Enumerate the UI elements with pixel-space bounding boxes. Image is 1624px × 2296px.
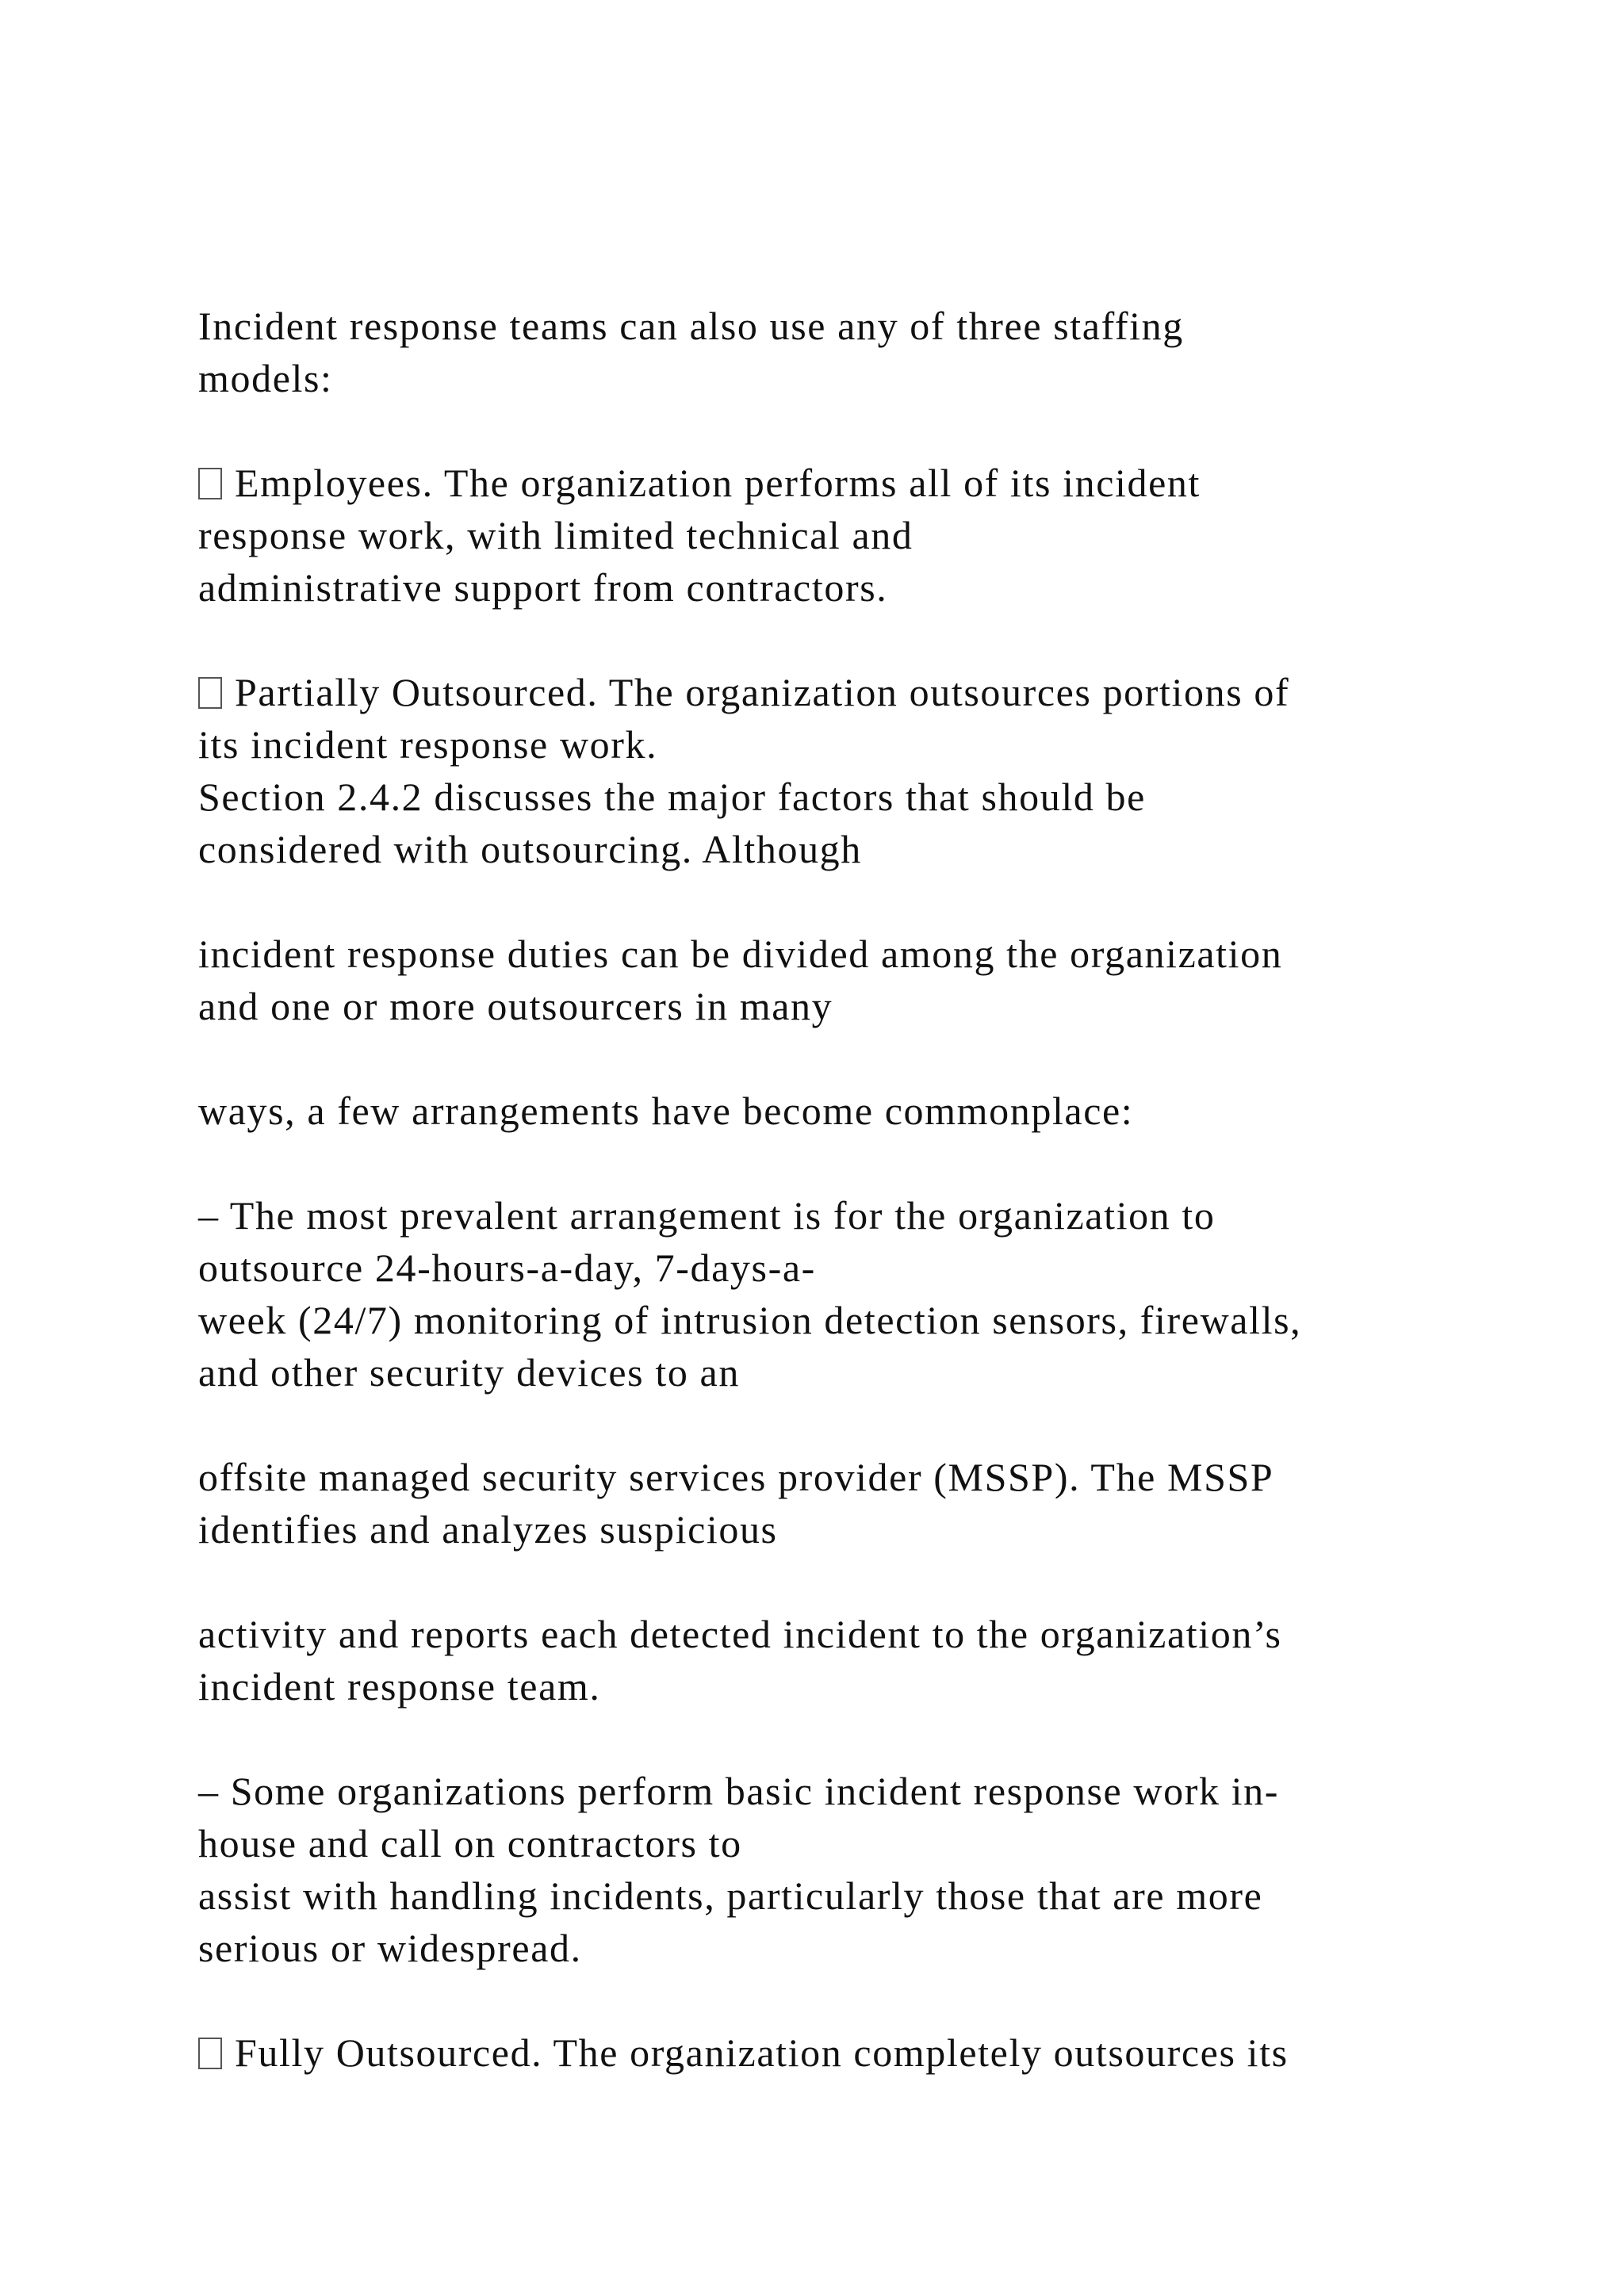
paragraph-gap xyxy=(198,1712,1546,1765)
text-line: – The most prevalent arrangement is for the organization to xyxy=(198,1193,1216,1238)
text-line: Section 2.4.2 discusses the major factors that should be xyxy=(198,775,1146,819)
paragraph-gap xyxy=(198,1032,1546,1085)
text-line: Employees. The organization performs all of its incident xyxy=(235,461,1201,505)
paragraph-gap xyxy=(198,1399,1546,1451)
paragraph-gap xyxy=(198,1137,1546,1189)
text-line: considered with outsourcing. Although xyxy=(198,827,862,871)
text-line: incident response team. xyxy=(198,1664,601,1709)
text-line: outsource 24-hours-a-day, 7-days-a- xyxy=(198,1246,816,1290)
text-line: models: xyxy=(198,356,333,400)
missing-glyph-box-icon xyxy=(198,677,222,709)
bullet-item-fully-outsourced xyxy=(198,2026,1546,2079)
paragraph-gap xyxy=(198,1974,1546,2026)
text-line: assist with handling incidents, particularly those that are more xyxy=(198,1873,1263,1918)
text-line: Partially Outsourced. The organization outsources portions of xyxy=(235,670,1290,714)
bullet-item-employees xyxy=(198,457,1546,509)
bullet-item-partially-outsourced xyxy=(198,666,1546,718)
text-line: house and call on contractors to xyxy=(198,1821,742,1866)
missing-glyph-box-icon xyxy=(198,468,222,499)
paragraph-gap xyxy=(198,614,1546,666)
text-line: ways, a few arrangements have become commonplace: xyxy=(198,1089,1134,1133)
text-line: identifies and analyzes suspicious xyxy=(198,1507,778,1552)
text-line: activity and reports each detected incident to the organization’s xyxy=(198,1612,1282,1656)
paragraph-gap xyxy=(198,404,1546,457)
text-line: and other security devices to an xyxy=(198,1350,740,1395)
text-line: offsite managed security services provider (MSSP). The MSSP xyxy=(198,1455,1274,1499)
text-line: incident response duties can be divided among the organization xyxy=(198,932,1283,976)
paragraph-gap xyxy=(198,875,1546,928)
text-line: week (24/7) monitoring of intrusion detection sensors, firewalls, xyxy=(198,1298,1302,1342)
text-line: administrative support from contractors. xyxy=(198,565,888,610)
text-line: serious or widespread. xyxy=(198,1926,582,1970)
paragraph-gap xyxy=(198,1556,1546,1608)
text-line: and one or more outsourcers in many xyxy=(198,984,833,1028)
text-line: Incident response teams can also use any of three staffing xyxy=(198,304,1184,348)
text-line: response work, with limited technical and xyxy=(198,513,914,557)
missing-glyph-box-icon xyxy=(198,2038,222,2069)
document-body xyxy=(198,300,1546,2079)
text-line: Fully Outsourced. The organization completely outsources its xyxy=(235,2030,1289,2075)
text-line: its incident response work. xyxy=(198,722,658,767)
text-line: – Some organizations perform basic incident response work in- xyxy=(198,1769,1280,1813)
